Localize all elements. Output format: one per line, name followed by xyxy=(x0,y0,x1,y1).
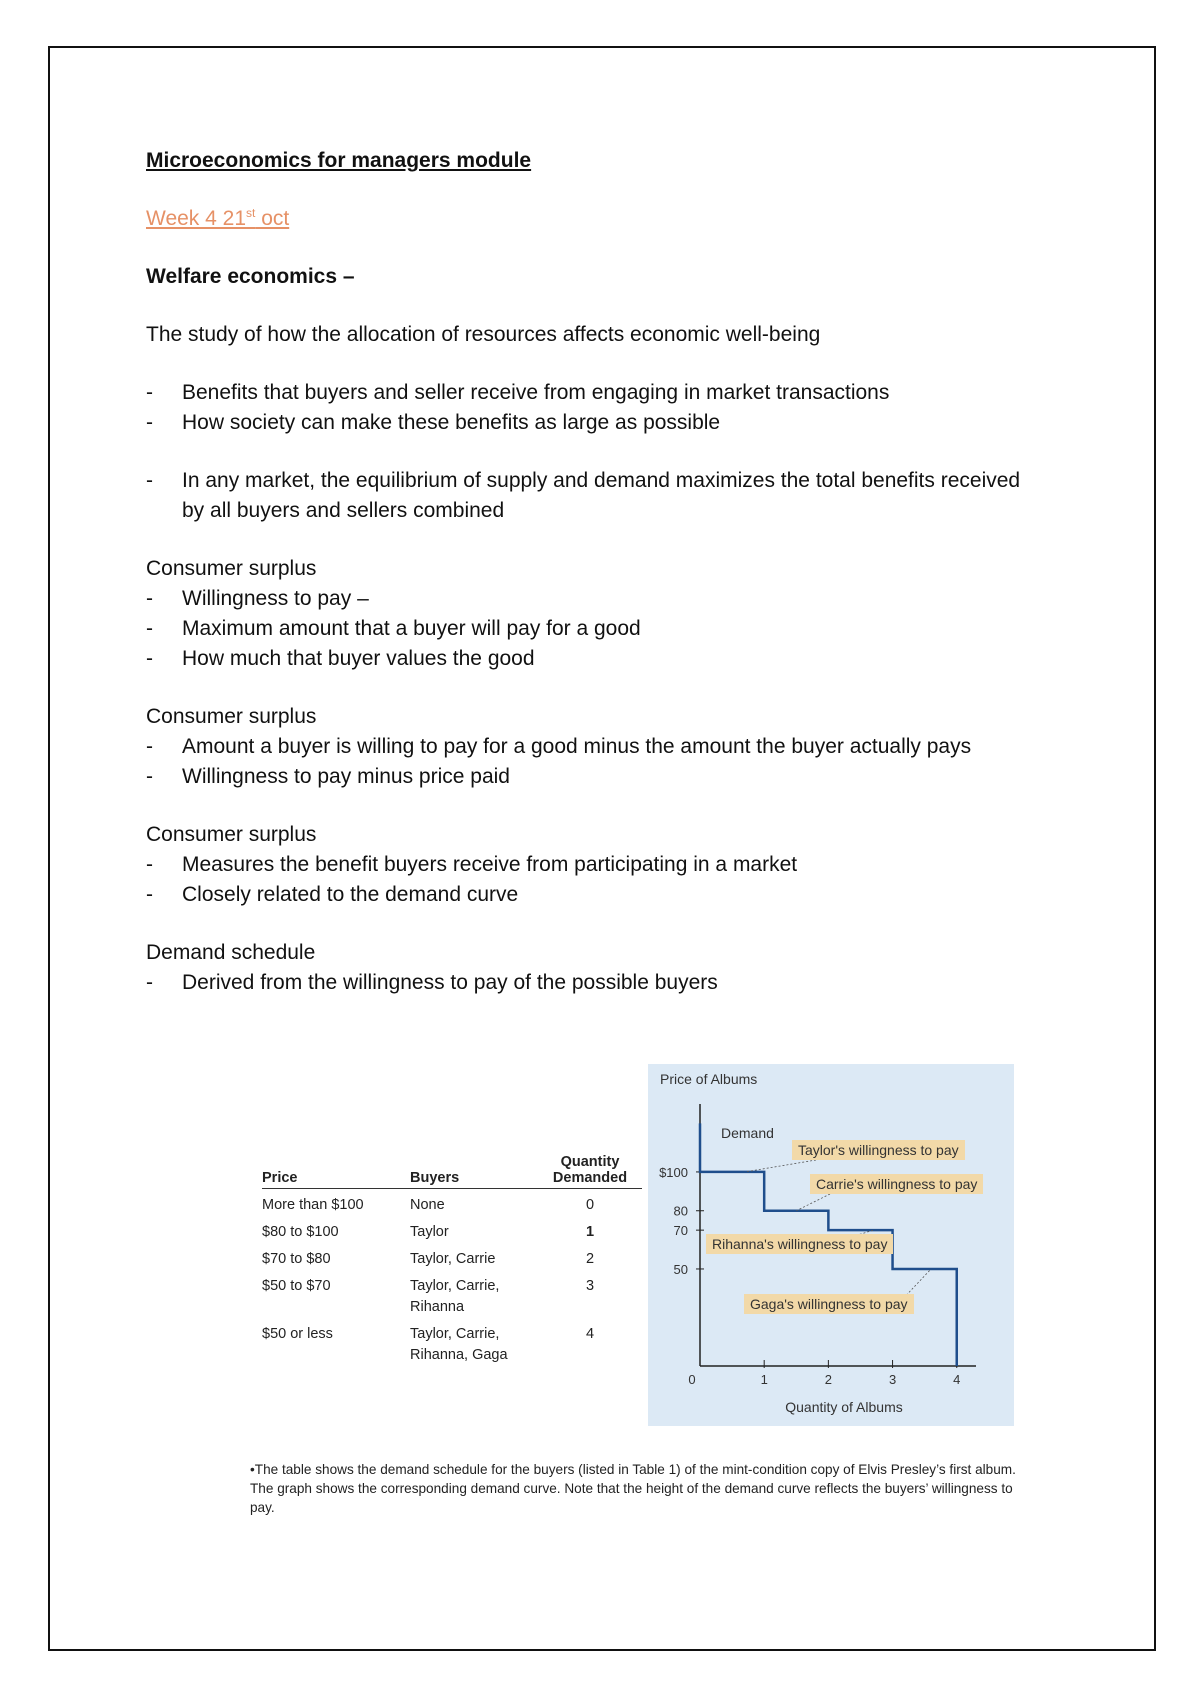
x-axis-label: Quantity of Albums xyxy=(785,1399,903,1415)
cell-buyers: Taylor, Carrie, Rihanna xyxy=(410,1278,500,1315)
header-buyers: Buyers xyxy=(410,1170,460,1186)
x-tick-label: 4 xyxy=(953,1372,961,1387)
cell-price: $50 to $70 xyxy=(262,1278,331,1294)
table-row xyxy=(262,1195,642,1216)
y-axis-label: Price of Albums xyxy=(660,1071,758,1087)
demand-label: Demand xyxy=(721,1125,774,1141)
list-item: - How much that buyer values the good xyxy=(146,647,535,670)
list-item: - In any market, the equilibrium of supply and demand maximizes the total benefits received by all buyers and sellers combined xyxy=(146,469,1021,522)
list-item: - Derived from the willingness to pay of the possible buyers xyxy=(146,971,718,994)
cell-quantity: 0 xyxy=(585,1197,595,1213)
section-title: Demand schedule xyxy=(146,941,316,964)
y-tick-label: $100 xyxy=(659,1164,688,1180)
section-list xyxy=(146,584,1046,674)
demand-chart xyxy=(648,1064,1014,1426)
section-list xyxy=(146,850,1046,910)
table-header xyxy=(262,1154,642,1189)
leader-line xyxy=(745,1160,816,1172)
section-list xyxy=(146,968,1046,998)
x-tick-label: 0 xyxy=(688,1372,696,1387)
figure-caption: •The table shows the demand schedule for the buyers (listed in Table 1) of the mint-condition copy of Elvis Presley’s first album. The graph shows the corresponding demand curve. Note that the height of the demand curve reflects the buyers’ willingness to pay. xyxy=(250,1461,1016,1515)
callout-gaga: Gaga's willingness to pay xyxy=(744,1294,914,1314)
cell-price: $70 to $80 xyxy=(262,1251,331,1267)
section-title: Consumer surplus xyxy=(146,705,317,728)
cell-buyers: Taylor xyxy=(410,1224,449,1240)
callout-carrie: Carrie's willingness to pay xyxy=(810,1174,983,1194)
list-item: - Maximum amount that a buyer will pay for a good xyxy=(146,617,641,640)
table-row xyxy=(262,1249,642,1270)
callout-taylor: Taylor's willingness to pay xyxy=(792,1140,965,1160)
list-item: - Willingness to pay – xyxy=(146,587,369,610)
section-list xyxy=(146,732,1046,792)
cell-buyers: Taylor, Carrie xyxy=(410,1251,496,1267)
document-title: Microeconomics for managers module xyxy=(146,149,532,172)
week-date: Week 4 21st oct xyxy=(146,206,290,230)
table-row xyxy=(262,1324,642,1366)
cell-buyers: Taylor, Carrie, Rihanna, Gaga xyxy=(410,1326,508,1363)
list-item: - Willingness to pay minus price paid xyxy=(146,765,510,788)
cell-quantity: 3 xyxy=(585,1278,595,1294)
cell-buyers: None xyxy=(410,1197,445,1213)
section-title: Consumer surplus xyxy=(146,557,317,580)
callout-rihanna: Rihanna's willingness to pay xyxy=(706,1234,893,1254)
header-quantity: Quantity Demanded xyxy=(552,1154,628,1186)
equilibrium-point xyxy=(146,466,1046,526)
y-tick-label: 50 xyxy=(673,1261,688,1277)
table-row xyxy=(262,1222,642,1243)
y-tick-label: 70 xyxy=(673,1223,688,1239)
list-item: - How society can make these benefits as large as possible xyxy=(146,411,721,434)
list-item: - Measures the benefit buyers receive from participating in a market xyxy=(146,853,798,876)
welfare-heading: Welfare economics – xyxy=(146,265,355,288)
leader-line xyxy=(796,1194,830,1211)
y-tick-label: 80 xyxy=(673,1203,688,1219)
list-item: - Amount a buyer is willing to pay for a good minus the amount the buyer actually pays xyxy=(146,735,972,758)
x-tick-label: 3 xyxy=(888,1372,897,1387)
welfare-points xyxy=(146,378,1046,438)
list-item: - Benefits that buyers and seller receive from engaging in market transactions xyxy=(146,381,890,404)
cell-quantity: 4 xyxy=(585,1326,595,1342)
table-row xyxy=(262,1276,642,1318)
cell-quantity: 1 xyxy=(585,1224,595,1240)
list-item: - Closely related to the demand curve xyxy=(146,883,519,906)
header-price: Price xyxy=(262,1170,298,1186)
cell-quantity: 2 xyxy=(585,1251,595,1267)
cell-price: More than $100 xyxy=(262,1197,364,1213)
cell-price: $50 or less xyxy=(262,1326,333,1342)
welfare-definition: The study of how the allocation of resources affects economic well-being xyxy=(146,323,821,346)
x-tick-label: 2 xyxy=(824,1372,832,1387)
demand-schedule-table xyxy=(262,1154,642,1366)
section-title: Consumer surplus xyxy=(146,823,317,846)
cell-price: $80 to $100 xyxy=(262,1224,339,1240)
document-body xyxy=(146,146,1046,998)
x-tick-label: 1 xyxy=(760,1372,768,1387)
